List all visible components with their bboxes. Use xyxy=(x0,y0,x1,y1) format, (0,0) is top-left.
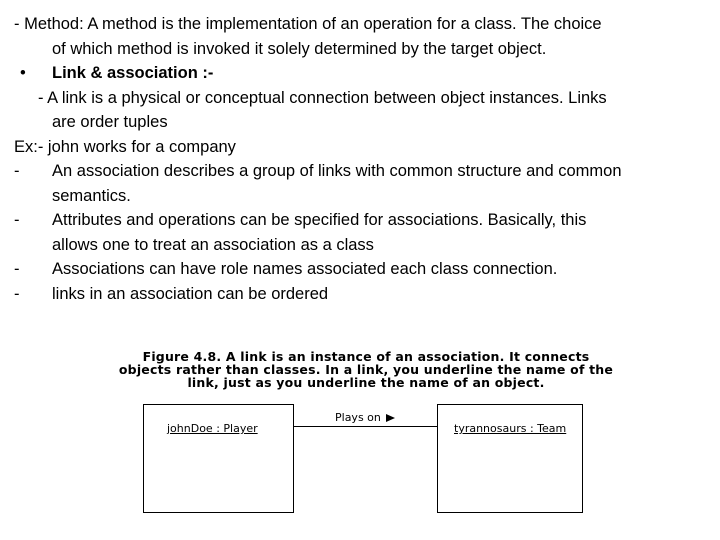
dash-marker: - xyxy=(14,162,20,180)
link-line-1: - A link is a physical or conceptual connection between object instances. Links xyxy=(38,88,607,107)
association-line-2: semantics. xyxy=(52,186,131,205)
link-connector xyxy=(293,426,437,427)
dash-marker: - xyxy=(14,211,20,229)
dash-marker: - xyxy=(14,260,20,278)
figure-caption xyxy=(90,350,642,389)
object-name-team: tyrannosaurs : Team xyxy=(454,422,567,435)
method-line-2: of which method is invoked it solely determined by the target object. xyxy=(52,39,547,58)
attributes-text xyxy=(52,208,586,257)
caption-line-1: Figure 4.8. A link is an instance of an association. It connects xyxy=(142,349,590,364)
link-association-heading-row xyxy=(14,61,704,86)
caption-line-3: link, just as you underline the name of an object. xyxy=(187,375,545,390)
link-association-heading: Link & association :- xyxy=(52,64,214,82)
list-item xyxy=(14,257,704,282)
example-line: Ex:- john works for a company xyxy=(14,137,236,156)
link-line-2: are order tuples xyxy=(52,113,168,131)
bullet-icon: • xyxy=(20,64,26,82)
method-line-1: - Method: A method is the implementation of an operation for a class. The choice xyxy=(14,15,602,33)
caption-line-2: objects rather than classes. In a link, you underline the name of the xyxy=(118,362,614,377)
association-line-1: An association describes a group of links with common structure and common xyxy=(52,162,622,180)
object-name-player: johnDoe : Player xyxy=(167,422,258,435)
object-box-player xyxy=(143,404,294,513)
list-item xyxy=(14,282,704,307)
attributes-line-2: allows one to treat an association as a class xyxy=(52,235,374,254)
dash-marker: - xyxy=(14,284,20,303)
slide-text xyxy=(14,12,704,306)
ordered-links-line: links in an association can be ordered xyxy=(52,284,329,303)
object-box-team xyxy=(437,404,583,513)
direction-arrow-icon xyxy=(386,414,395,422)
attributes-line-1: Attributes and operations can be specified for associations. Basically, this xyxy=(52,211,587,229)
role-names-line: Associations can have role names associated each class connection. xyxy=(52,260,558,278)
list-item xyxy=(14,159,704,208)
list-item xyxy=(14,208,704,257)
association-text xyxy=(52,159,622,208)
link-name-label: Plays on xyxy=(335,411,381,424)
